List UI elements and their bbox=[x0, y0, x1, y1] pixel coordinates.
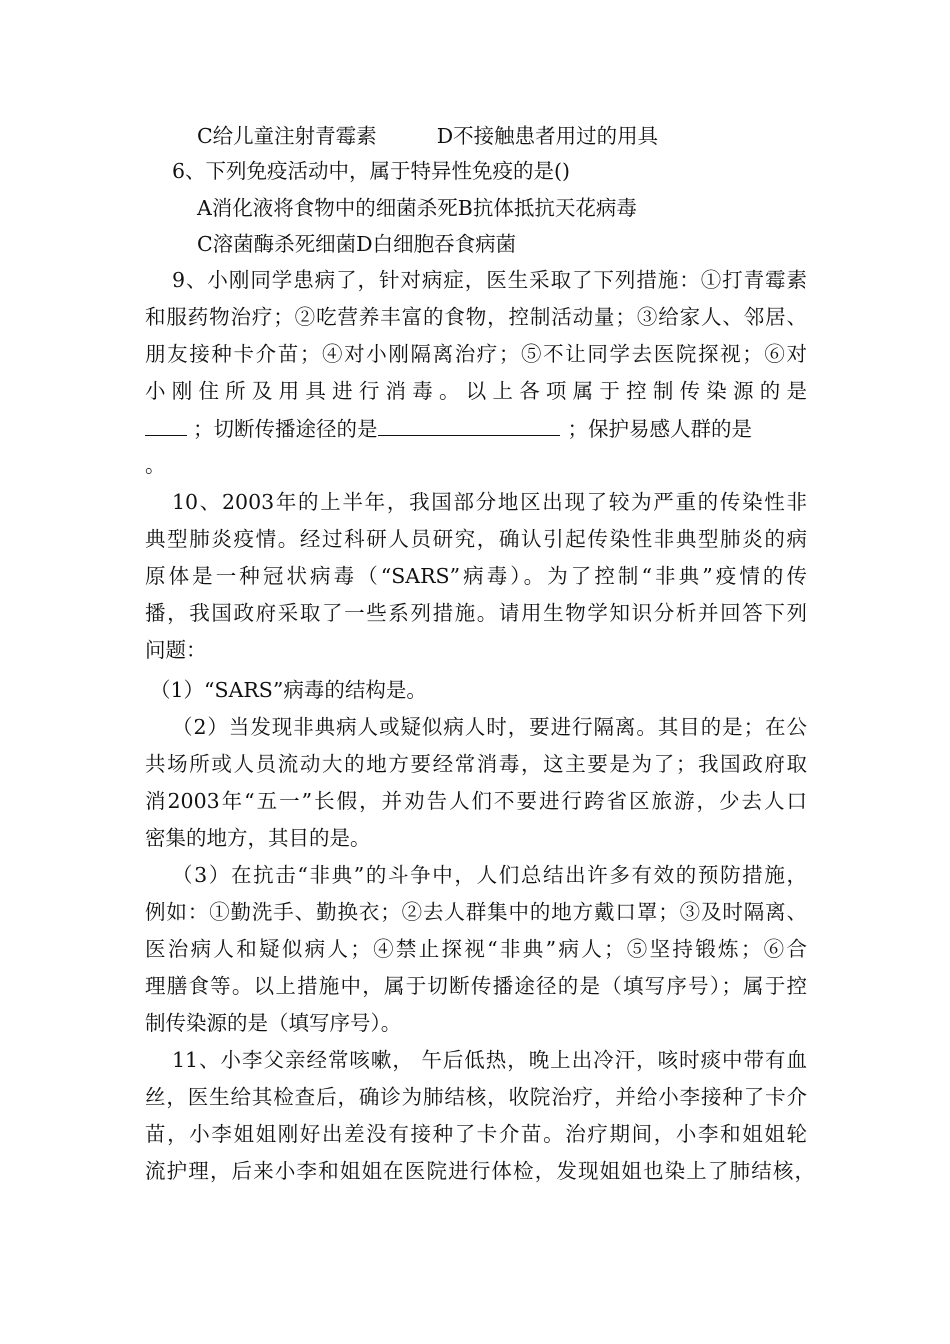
q10-line-5: 问题： bbox=[145, 638, 207, 662]
q6-options-ab: A消化液将食物中的细菌杀死B抗体抵抗天花病毒 bbox=[197, 196, 637, 220]
q5-options-row bbox=[197, 121, 658, 151]
q9-line-3: 朋友接种卡介苗；④对小刚隔离治疗；⑤不让同学去医院探视；⑥对 bbox=[145, 342, 807, 366]
q6-options-cd: C溶菌酶杀死细菌D白细胞吞食病菌 bbox=[197, 232, 517, 256]
q10-sub1: （1）“SARS”病毒的结构是。 bbox=[150, 678, 427, 702]
q9-line-1: 9、小刚同学患病了，针对病症，医生采取了下列措施：①打青霉素 bbox=[172, 268, 807, 292]
q10-line-4: 播，我国政府采取了一些系列措施。请用生物学知识分析并回答下列 bbox=[145, 601, 807, 625]
q9-blank-source[interactable] bbox=[145, 413, 187, 436]
q10-sub3-line-3: 医治病人和疑似病人；④禁止探视“非典”病人；⑤坚持锻炼；⑥合 bbox=[145, 937, 807, 961]
q10-line-3: 原体是一种冠状病毒（“SARS”病毒）。为了控制“非典”疫情的传 bbox=[145, 564, 807, 588]
q11-line-3: 苗，小李姐姐刚好出差没有接种了卡介苗。治疗期间，小李和姐姐轮 bbox=[145, 1122, 807, 1146]
q5-option-d: D不接触患者用过的用具 bbox=[436, 124, 659, 148]
q10-sub3-line-5: 制传染源的是（填写序号）。 bbox=[145, 1011, 402, 1035]
q9-line-6: 。 bbox=[145, 453, 166, 477]
q10-sub3-line-1: （3）在抗击“非典”的斗争中，人们总结出许多有效的预防措施， bbox=[172, 863, 807, 887]
q9-line-5 bbox=[145, 413, 807, 444]
q9-line-4: 小刚住所及用具进行消毒。以上各项属于控制传染源的是 bbox=[145, 379, 807, 403]
q10-line-2: 典型肺炎疫情。经过科研人员研究，确认引起传染性非典型肺炎的病 bbox=[145, 527, 807, 551]
q10-sub2-line-1: （2）当发现非典病人或疑似病人时，要进行隔离。其目的是；在公 bbox=[172, 715, 807, 739]
q11-line-2: 丝，医生给其检查后，确诊为肺结核，收院治疗，并给小李接种了卡介 bbox=[145, 1085, 807, 1109]
q10-sub2-line-3: 消2003年“五一”长假，并劝告人们不要进行跨省区旅游，少去人口 bbox=[145, 789, 807, 813]
q11-line-1: 11、小李父亲经常咳嗽， 午后低热，晚上出冷汗，咳时痰中带有血 bbox=[172, 1048, 807, 1072]
q9-blank-route[interactable] bbox=[378, 413, 560, 436]
q9-text-route: ；切断传播途径的是 bbox=[193, 417, 378, 441]
q10-sub3-line-4: 理膳食等。以上措施中，属于切断传播途径的是（填写序号）；属于控 bbox=[145, 974, 807, 998]
q11-line-4: 流护理，后来小李和姐姐在医院进行体检，发现姐姐也染上了肺结核， bbox=[145, 1159, 815, 1183]
q9-line-2: 和服药物治疗；②吃营养丰富的食物，控制活动量；③给家人、邻居、 bbox=[145, 305, 807, 329]
q9-text-protect: ；保护易感人群的是 bbox=[567, 417, 752, 441]
q5-option-c: C给儿童注射青霉素 bbox=[197, 124, 377, 148]
q10-line-1: 10、2003年的上半年，我国部分地区出现了较为严重的传染性非 bbox=[172, 490, 807, 514]
q10-sub2-line-4: 密集的地方，其目的是。 bbox=[145, 826, 371, 850]
q10-sub2-line-2: 共场所或人员流动大的地方要经常消毒，这主要是为了；我国政府取 bbox=[145, 752, 807, 776]
q6-stem: 6、下列免疫活动中，属于特异性免疫的是() bbox=[172, 159, 571, 183]
q10-sub3-line-2: 例如：①勤洗手、勤换衣；②去人群集中的地方戴口罩；③及时隔离、 bbox=[145, 900, 807, 924]
